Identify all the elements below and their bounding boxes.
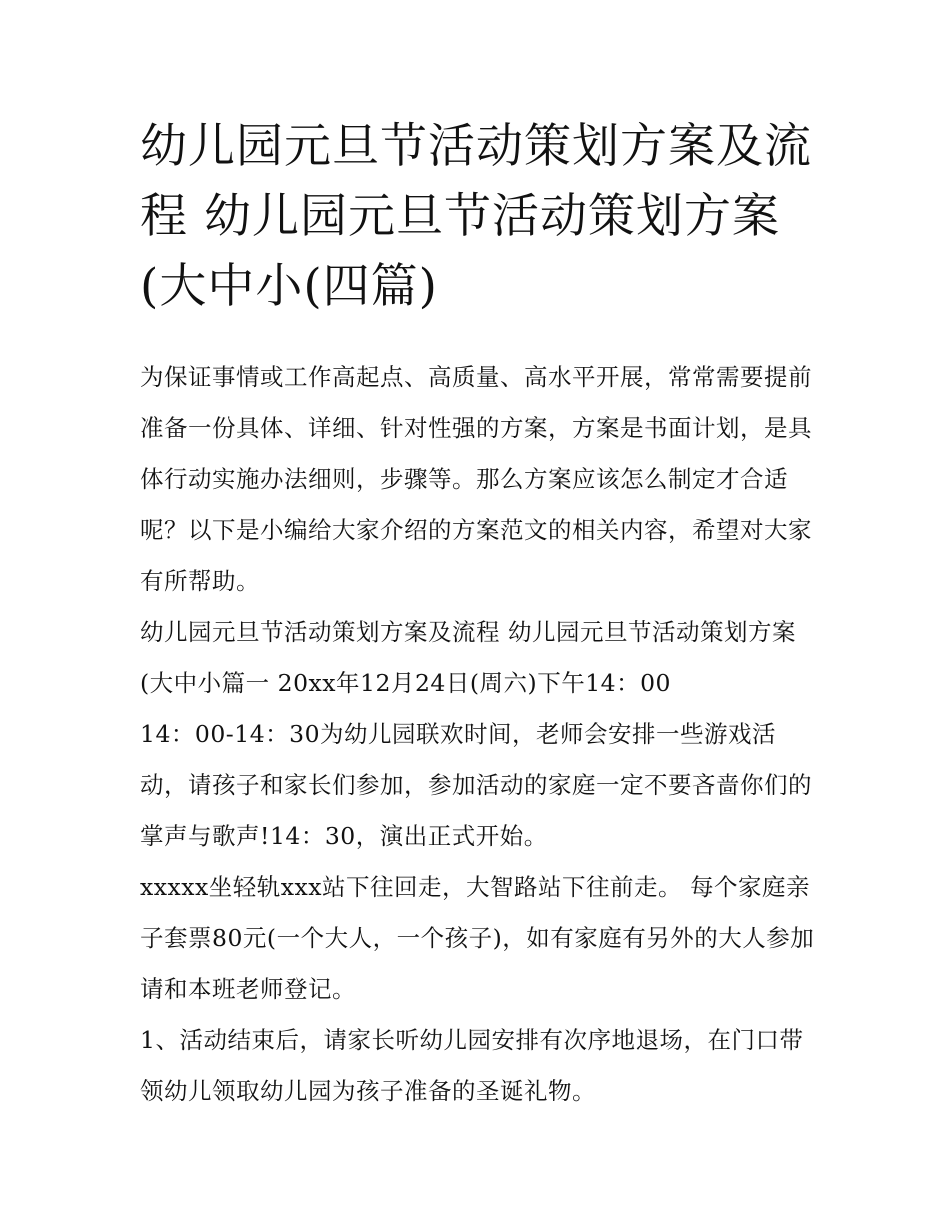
paragraph-transport-tickets: xxxxx坐轻轨xxx站下往回走，大智路站下往前走。 每个家庭亲子套票80元(一个大人，一个孩子)，如有家庭有另外的大人参加请和本班老师登记。 — [140, 873, 815, 1003]
document-title: 幼儿园元旦节活动策划方案及流程 幼儿园元旦节活动策划方案(大中小(四篇) — [140, 119, 812, 314]
paragraph-exit-notes: 1、活动结束后，请家长听幼儿园安排有次序地退场，在门口带领幼儿领取幼儿园为孩子准备的圣诞礼物。 — [140, 1026, 804, 1105]
paragraph-intro: 为保证事情或工作高起点、高质量、高水平开展，常常需要提前准备一份具体、详细、针对性强的方案，方案是书面计划，是具体行动实施办法细则，步骤等。那么方案应该怎么制定才合适呢？以下是小编给大家介绍的方案范文的相关内容，希望对大家有所帮助。 — [140, 363, 812, 595]
paragraph-heading-date: 幼儿园元旦节活动策划方案及流程 幼儿园元旦节活动策划方案(大中小篇一 20xx年12月24日(周六)下午14：00 — [140, 618, 796, 697]
paragraph-schedule: 14：00-14：30为幼儿园联欢时间，老师会安排一些游戏活动，请孩子和家长们参加，参加活动的家庭一定不要吝啬你们的掌声与歌声!14：30，演出正式开始。 — [140, 720, 812, 850]
document-body — [140, 352, 820, 1117]
